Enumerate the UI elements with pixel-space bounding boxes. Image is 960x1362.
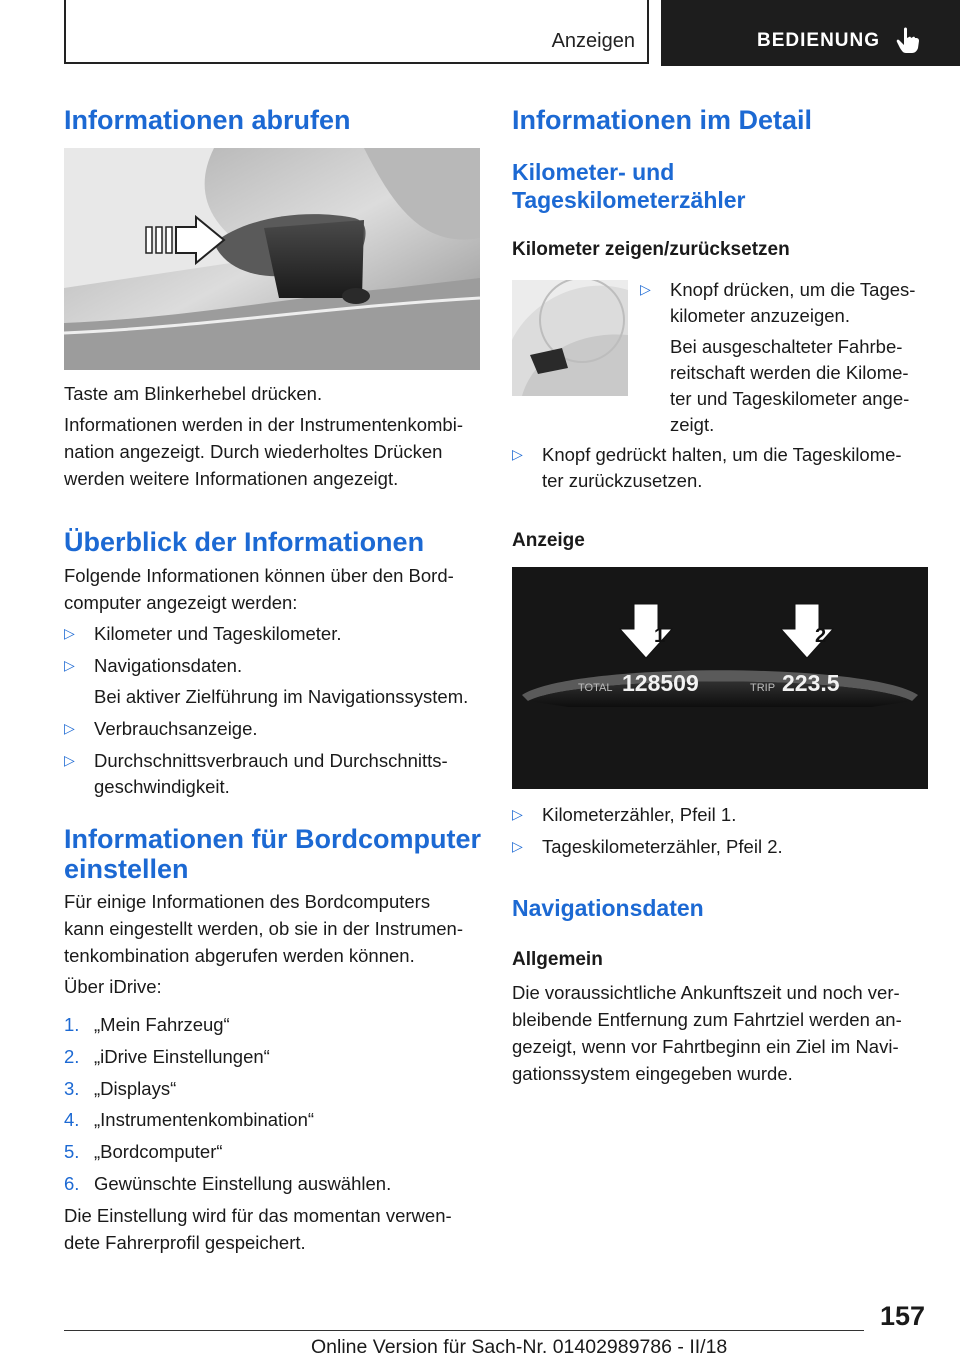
step-number: 2. <box>64 1046 80 1067</box>
list-item-text: Knopf drücken, um die Tages- <box>670 279 916 300</box>
step-text: „Mein Fahrzeug“ <box>94 1014 230 1035</box>
einstellen-text-line-1: Für einige Informationen des Bordcomputers <box>64 891 431 912</box>
step-number: 5. <box>64 1141 80 1162</box>
list-item-text: Knopf gedrückt halten, um die Tageskilome- <box>542 444 902 465</box>
list-item-text: zeigt. <box>670 414 715 435</box>
trip-label: TRIP <box>750 682 776 694</box>
heading-allgemein: Allgemein <box>512 949 603 970</box>
list-item-text: Bei ausgeschalteter Fahrbe- <box>670 336 903 357</box>
list-item-text: geschwindigkeit. <box>94 776 230 797</box>
list-item-text: Bei aktiver Zielführung im Navigationssystem. <box>94 686 469 707</box>
allgemein-text-line-3: gezeigt, wenn vor Fahrtbeginn ein Ziel im Navi- <box>512 1036 899 1057</box>
ueberblick-intro-line-2: computer angezeigt werden: <box>64 592 298 613</box>
list-item-text: Tageskilometerzähler, Pfeil 2. <box>542 836 783 857</box>
abrufen-text-2-line-2: nation angezeigt. Durch wiederholtes Drücken <box>64 441 443 462</box>
list-item-text: reitschaft werden die Kilome- <box>670 362 909 383</box>
arrow-1-number: 1 <box>654 625 666 647</box>
einstellen-text-line-2: kann eingestellt werden, ob sie in der Instrumen- <box>64 918 463 939</box>
closing-text-line-2: dete Fahrerprofil gespeichert. <box>64 1232 306 1253</box>
total-value: 128509 <box>622 670 699 696</box>
ueber-idrive-text: Über iDrive: <box>64 976 162 997</box>
allgemein-text-line-2: bleibende Entfernung zum Fahrtziel werden an- <box>512 1009 902 1030</box>
blinkerhebel-image <box>64 148 480 370</box>
list-item-text: ter und Tageskilometer ange- <box>670 388 910 409</box>
triangle-bullet-icon: ▷ <box>512 446 523 462</box>
step-text: „Instrumentenkombination“ <box>94 1109 315 1130</box>
ueberblick-intro-line-1: Folgende Informationen können über den Bord- <box>64 565 454 586</box>
abrufen-text-1: Taste am Blinkerhebel drücken. <box>64 383 323 404</box>
header-section-box <box>64 0 649 64</box>
heading-detail: Informationen im Detail <box>512 105 813 135</box>
triangle-bullet-icon: ▷ <box>64 720 75 736</box>
heading-einstellen-line-2: einstellen <box>64 854 189 884</box>
blinkerhebel-illustration <box>64 148 480 370</box>
total-label: TOTAL <box>578 682 613 694</box>
knopf-illustration <box>512 280 628 396</box>
list-item-text: ter zurückzusetzen. <box>542 470 703 491</box>
heading-km-zeigen: Kilometer zeigen/zurücksetzen <box>512 239 790 260</box>
heading-einstellen-line-1: Informationen für Bordcomputer <box>64 824 481 854</box>
footer-divider <box>64 1330 864 1331</box>
triangle-bullet-icon: ▷ <box>64 657 75 673</box>
heading-navigationsdaten: Navigationsdaten <box>512 895 704 921</box>
allgemein-text-line-4: gationssystem eingegeben wurde. <box>512 1063 793 1084</box>
tacho-display-illustration <box>512 567 928 789</box>
abrufen-text-2-line-3: werden weitere Informationen angezeigt. <box>64 468 399 489</box>
heading-ueberblick: Überblick der Informationen <box>64 527 425 557</box>
list-item-text: Kilometerzähler, Pfeil 1. <box>542 804 737 825</box>
list-item-text: Durchschnittsverbrauch und Durchschnitts- <box>94 750 448 771</box>
footer-online-version: Online Version für Sach-Nr. 01402989786 - II/18 <box>311 1336 728 1358</box>
hand-pointer-icon <box>895 26 921 54</box>
header-chapter-tab <box>661 0 960 66</box>
header-chapter-title: BEDIENUNG <box>757 30 881 51</box>
heading-informationen-abrufen: Informationen abrufen <box>64 105 351 135</box>
list-item-text: Verbrauchsanzeige. <box>94 718 258 739</box>
page-number: 157 <box>880 1301 926 1331</box>
arrow-2-number: 2 <box>815 625 827 647</box>
step-text: „Displays“ <box>94 1078 177 1099</box>
step-text: Gewünschte Einstellung auswählen. <box>94 1173 392 1194</box>
knopf-image <box>512 280 628 396</box>
step-number: 4. <box>64 1109 80 1130</box>
step-number: 1. <box>64 1014 80 1035</box>
triangle-bullet-icon: ▷ <box>512 838 523 854</box>
step-text: „Bordcomputer“ <box>94 1141 223 1162</box>
list-item-text: Navigationsdaten. <box>94 655 243 676</box>
allgemein-text-line-1: Die voraussichtliche Ankunftszeit und noch ver- <box>512 982 900 1003</box>
triangle-bullet-icon: ▷ <box>512 806 523 822</box>
heading-anzeige: Anzeige <box>512 530 585 551</box>
step-number: 3. <box>64 1078 80 1099</box>
list-item-text: Kilometer und Tageskilometer. <box>94 623 342 644</box>
closing-text-line-1: Die Einstellung wird für das momentan verwen- <box>64 1205 452 1226</box>
tacho-display-image <box>512 567 928 789</box>
trip-value: 223.5 <box>782 670 840 696</box>
einstellen-text-line-3: tenkombination abgerufen werden können. <box>64 945 415 966</box>
list-item-text: kilometer anzuzeigen. <box>670 305 850 326</box>
triangle-bullet-icon: ▷ <box>64 752 75 768</box>
header-section-title: Anzeigen <box>551 30 635 52</box>
heading-km-line-1: Kilometer- und <box>512 159 675 185</box>
abrufen-text-2-line-1: Informationen werden in der Instrumentenkombi- <box>64 414 463 435</box>
heading-km-line-2: Tageskilometerzähler <box>512 187 746 213</box>
triangle-bullet-icon: ▷ <box>64 625 75 641</box>
step-number: 6. <box>64 1173 80 1194</box>
step-text: „iDrive Einstellungen“ <box>94 1046 270 1067</box>
triangle-bullet-icon: ▷ <box>640 281 651 297</box>
